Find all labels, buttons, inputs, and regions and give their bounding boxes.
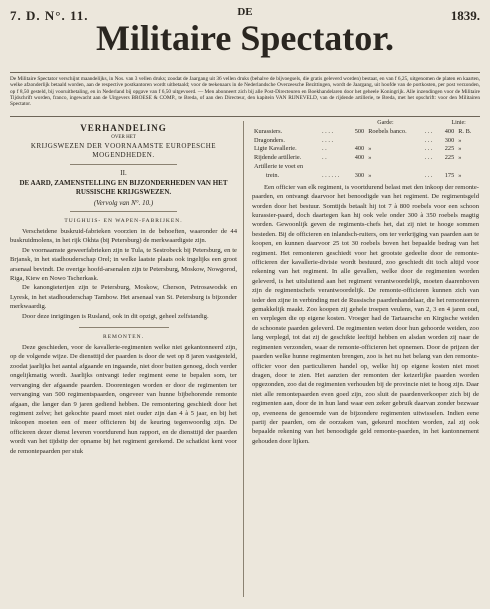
paragraph: De kanongieterijen zijn te Petersburg, Moskow, Cherson, Petrosawodsk en Lyresk, in het stadhouderschap Tambow. Het arsenaal van St. Petersburg is bijzonder merkwaardig. bbox=[10, 284, 237, 311]
garde-value: 400 bbox=[354, 154, 365, 162]
chapter-title: DE AARD, ZAMENSTELLING EN BIJZONDERHEDEN VAN HET RUSSISCHE KRIJGSWEZEN. bbox=[19, 179, 228, 196]
garde-unit bbox=[366, 136, 422, 145]
row-dots: . . bbox=[322, 154, 327, 162]
linie-unit: R. B. bbox=[458, 127, 472, 135]
table-row bbox=[252, 127, 479, 136]
right-column bbox=[252, 117, 479, 597]
garde-unit: » bbox=[368, 145, 372, 153]
row-label: trein. bbox=[266, 171, 280, 179]
row-dots: . . . bbox=[424, 154, 433, 162]
garde-unit: » bbox=[368, 171, 372, 179]
linie-value: 400 bbox=[444, 127, 455, 135]
paragraph: Door deze inrigtingen is Rusland, ook in dit opzigt, geheel zelfstandig. bbox=[22, 312, 209, 320]
table-row bbox=[252, 145, 479, 154]
article-over: OVER HET bbox=[111, 135, 136, 140]
row-label: Ligte Kavallerie. bbox=[254, 145, 297, 153]
row-dots: . . . . bbox=[322, 136, 334, 144]
remonte-price-table bbox=[252, 119, 479, 180]
section-heading: TUIGHUIS- EN WAPEN-FABRIJKEN. bbox=[64, 218, 183, 224]
row-dots: . . . . . . bbox=[322, 171, 340, 179]
table-header: Garde: bbox=[377, 120, 394, 126]
row-label: Dragonders. bbox=[254, 136, 285, 144]
garde-value: 400 bbox=[354, 145, 365, 153]
paragraph: Verscheidene buskruid-fabrieken voorzien in de behoeften, waaronder de 44 buskruidmolens, in het rijk Okhta (bij Petersburg) de merkwaardigste zijn. bbox=[10, 228, 237, 245]
table-row bbox=[252, 136, 479, 145]
linie-unit: » bbox=[458, 145, 462, 153]
paragraph: Deze geschieden, voor de kavallerie-regimenten welke niet gekantonneerd zijn, op de volgende wijze. De diensttijd der paarden is door de wet op 8 jaren vastgesteld, zoodat jaarlijks het aantal afgaande en ingaande, niet door buiten genoeg, doch verder ongelijkmatig wordt. Jaarlijks ontvangt ieder regiment eene te bepalen som, ter vervanging der afgaande paarden. Doorentegen worden er door de regimenten ter vervanging van 500 regimentspaarden, ongeveer van hunne bijbehorende remonte afgaan, die langer dan 9 jaren gediend hebben. De remontering geschiedt door het regiment zelve; het gekochte paard moet niet ouder zijn dan 4 à 5 jaar, en bij het inkoopen moeten een of meer officieren bij de keuring tegenwoordig zijn. De officieren dezer dienst leveren voortdurend hun rapport, en de diensttijd der paarden wordt van het tijdstip der opname bij het regiment gerekend. De schatkist kent voor de remontepaarden per stuk bbox=[10, 344, 237, 455]
title-prefix: DE bbox=[237, 6, 253, 18]
columns bbox=[10, 117, 480, 597]
garde-unit: » bbox=[368, 154, 372, 162]
column-rule bbox=[243, 121, 244, 597]
row-dots: . . . bbox=[424, 145, 433, 153]
row-dots: . . . bbox=[424, 127, 433, 135]
linie-unit: » bbox=[458, 154, 462, 162]
row-label: Rijdende artillerie. bbox=[254, 154, 302, 162]
table-row bbox=[252, 153, 479, 162]
subscription-notice: De Militaire Spectator verschijnt maandelijks, in Nos. van 3 vellen druks; zoodat de Jaargang uit 36 vellen druks (behalve de bijvoegsels, die gratis geleverd worden) bestaat, en van f 6,25, uitgenomen de platen en kaarten, welke afzonderlijk betaald worden, aan de respective postkantoren wordt uitbetaald; voor de teekenaars in de Nederlandsche Overzeesche Bezittingen, wordt de Jaargang, uit hoofde van de portkosten, per post verzonden, op f 8,50 gesteld, bij vooruitbetaling, en in Nederland bij opgave van f 6,50 uitgevoerd. — Men abonneert zich bij alle Post-Directeuren en Boekhandelaren door het geheele Koningrijk. Alle inzendingen voor de Militaire Tijdschrift worden, franco, ingewacht aan de Uitgevers BROESE & COMP., te Breda, of aan den Directeur, den kapitein VAN RIJNEVELD, van de rijdende artillerie, te Breda, met het opschrift: voor den Militairen Spectator. bbox=[10, 73, 480, 117]
publication-year: 1839. bbox=[450, 8, 480, 23]
row-dots: . . bbox=[322, 145, 327, 153]
masthead bbox=[10, 6, 480, 73]
linie-value: 225 bbox=[444, 145, 455, 153]
table-row bbox=[252, 171, 479, 180]
divider bbox=[70, 164, 177, 165]
garde-unit: Roebels banco. bbox=[368, 127, 407, 135]
paragraph: Een officier van elk regiment, is voortdurend belast met den inkoop der remonte-paarden, en ontvangt daarvoor het benoodigde van het regiment. De regimentsgeld worden door het bestuur. Somtijds betaalt hij tot 7 à 800 roebels voor een schoon kurassier-paard, doch daartegen kan hij ook vele onder 300 à 350 roebels magtig worden. Gewoonlijk geven de regiments-chefs het, dat zij niet te hooge sommen besteden. Bij de officieren en inlandsch-ruiters, om ter verkrijging van paarden aan te koopen, en kunnen daarvoor 25 tot 30 roebels boven het bepaalde bedrag van het regiment. Het remonteren geschiedt voor het grootste gedeelte door de remonte-officieren der kavallerie-divisie wordt bestuurd, zoo geschiedt dit toch altijd voor rekening van het regiment. In alle gevallen, welke door de regimenten worden geleverd, is het uitsluitend aan het regiment verantwoordelijk, moeten daarenboven zijn de regimentschefs verantwoordelijk. De remonte-officieren kunnen zich van ieder den zijne in verbinding met de Russische paardenhandelaar, die het remonteeren gemakkelijk maakt. Zoo koopen zij gehele troepen veulens, van 2, 3 en 4 jaren oud, en verplegen die op eigene kosten. Vroeger had de Tartaarsche en Kirgische weiden de schoonste paarden geleverd. De regimenten weten door hun gehoorde weiden, zoo lang verplegd, tot dat zij de geschikte leeftijd hebben en alsdan worden zij naar de regimenten verzonden, waar de remonte-officieren het opnemen. Door de prijzen der paarden welke hunne regimenten brengen, zoo is het nu het belang van den remonte-officier voor den particulieren handel op, welke hij op eigene kosten niet moet dragen, door te zien. Het aanzien der remonten der keizerlijke paarden worden opgezonden, zoo dat de regimenten verhouden bij de provincie niet te hoog zijn. Daar niet alle remontepaarden even goed zijn, zoo sluit de paardenverkooper zich bij de regimenten aan, door de in hun land waar een zeker gebruik daarvan zonder bezwaar op, eveneens de genoemde van de bijzondere regimenten uitwisselen. Indien eene partij der paarden, om de oorzaken van, gekeurd mochten worden, zal zij ook bepaalde rekening van het benoodigde geld remonte-paarden, in het kantonnement gehouden door lijken. bbox=[252, 183, 479, 445]
linie-value: 300 bbox=[444, 136, 455, 144]
row-dots: . . . bbox=[424, 171, 433, 179]
divider bbox=[70, 211, 177, 212]
garde-value: 300 bbox=[354, 171, 365, 179]
garde-value bbox=[348, 136, 366, 145]
linie-unit: » bbox=[458, 136, 462, 144]
row-dots: . . . bbox=[424, 136, 433, 144]
linie-value: 175 bbox=[444, 171, 455, 179]
section-heading: REMONTEN. bbox=[103, 334, 144, 341]
paragraph: De voornaamste geweerfabrieken zijn te Tula, te Sestrobeck bij Petersburg, en te Brjansk, in het stadhouderschap Orel; in welke laatste plaats ook ingelijks een groot arsenaal bevindt. De overige hoofd-arsenalen zijn te Petersburg, Moskow, Nowgorod, Riga, Kiew en Nowo Tscherkask. bbox=[10, 246, 237, 283]
article-title: VERHANDELING bbox=[80, 123, 167, 133]
left-column bbox=[10, 117, 237, 597]
linie-value: 225 bbox=[444, 154, 455, 162]
part-number: II. bbox=[120, 169, 127, 177]
row-label: Kurassiers. bbox=[254, 127, 283, 135]
row-label: Artillerie te voet en bbox=[254, 163, 304, 171]
publication-title: Militaire Spectator. bbox=[96, 18, 394, 58]
linie-unit: » bbox=[458, 171, 462, 179]
issue-number: 7. D. N°. 11. bbox=[10, 8, 89, 23]
garde-value: 500 bbox=[354, 127, 365, 135]
continuation-note: (Vervolg van N°. 10.) bbox=[93, 199, 154, 207]
row-dots: . . . . bbox=[322, 127, 334, 135]
article-subtitle: KRIJGSWEZEN DER VOORNAAMSTE EUROPESCHE MOGENDHEDEN. bbox=[30, 142, 217, 159]
divider bbox=[79, 327, 169, 328]
table-row bbox=[252, 162, 479, 171]
table-header: Linie: bbox=[451, 120, 466, 126]
